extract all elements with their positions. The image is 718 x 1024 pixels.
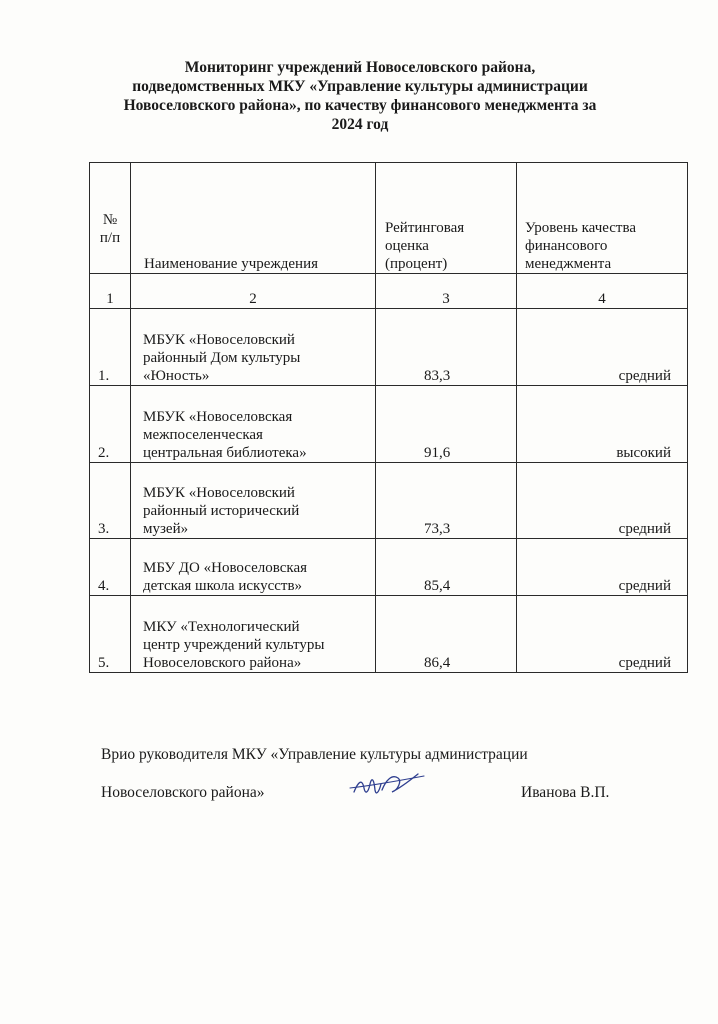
rating-score: 91,6: [376, 386, 517, 463]
column-number: 3: [376, 274, 517, 309]
title-line: Новоселовского района», по качеству финансового менеджмента за: [123, 97, 597, 114]
table-row: [90, 309, 688, 386]
header-name: Наименование учреждения: [131, 163, 376, 274]
signatory-position: Врио руководителя МКУ «Управление культуры администрации: [101, 746, 528, 763]
header-score: Рейтинговая оценка (процент): [376, 163, 517, 274]
institution-name: МБУ ДО «Новоселовская детская школа искусств»: [131, 539, 376, 596]
quality-level: средний: [517, 539, 688, 596]
quality-level: средний: [517, 463, 688, 539]
rating-score: 85,4: [376, 539, 517, 596]
title-line: 2024 год: [331, 116, 389, 133]
header-level: Уровень качества финансового менеджмента: [517, 163, 688, 274]
title-line: Мониторинг учреждений Новоселовского района,: [184, 59, 536, 76]
row-number: 1.: [90, 309, 131, 386]
institution-name: МБУК «Новоселовский районный исторический музей»: [131, 463, 376, 539]
institution-name: МБУК «Новоселовская межпоселенческая центральная библиотека»: [131, 386, 376, 463]
row-number: 3.: [90, 463, 131, 539]
row-number: 2.: [90, 386, 131, 463]
table-row: [90, 463, 688, 539]
row-number: 4.: [90, 539, 131, 596]
quality-level: высокий: [517, 386, 688, 463]
signatory-organization: Новоселовского района»: [101, 784, 265, 801]
header-num: № п/п: [90, 163, 131, 274]
table-row: [90, 539, 688, 596]
table-header-row: [90, 163, 688, 274]
table-row: [90, 386, 688, 463]
title-line: подведомственных МКУ «Управление культуры администрации: [132, 78, 588, 95]
signature-icon: [348, 768, 428, 802]
column-number: 4: [517, 274, 688, 309]
column-number-row: [90, 274, 688, 309]
monitoring-table: [89, 162, 688, 673]
rating-score: 83,3: [376, 309, 517, 386]
column-number: 2: [131, 274, 376, 309]
quality-level: средний: [517, 596, 688, 673]
quality-level: средний: [517, 309, 688, 386]
rating-score: 73,3: [376, 463, 517, 539]
institution-name: МКУ «Технологический центр учреждений культуры Новоселовского района»: [131, 596, 376, 673]
table-row: [90, 596, 688, 673]
signer-name: Иванова В.П.: [521, 784, 610, 801]
institution-name: МБУК «Новоселовский районный Дом культуры «Юность»: [131, 309, 376, 386]
row-number: 5.: [90, 596, 131, 673]
column-number: 1: [90, 274, 131, 309]
document-title: [80, 58, 640, 134]
rating-score: 86,4: [376, 596, 517, 673]
